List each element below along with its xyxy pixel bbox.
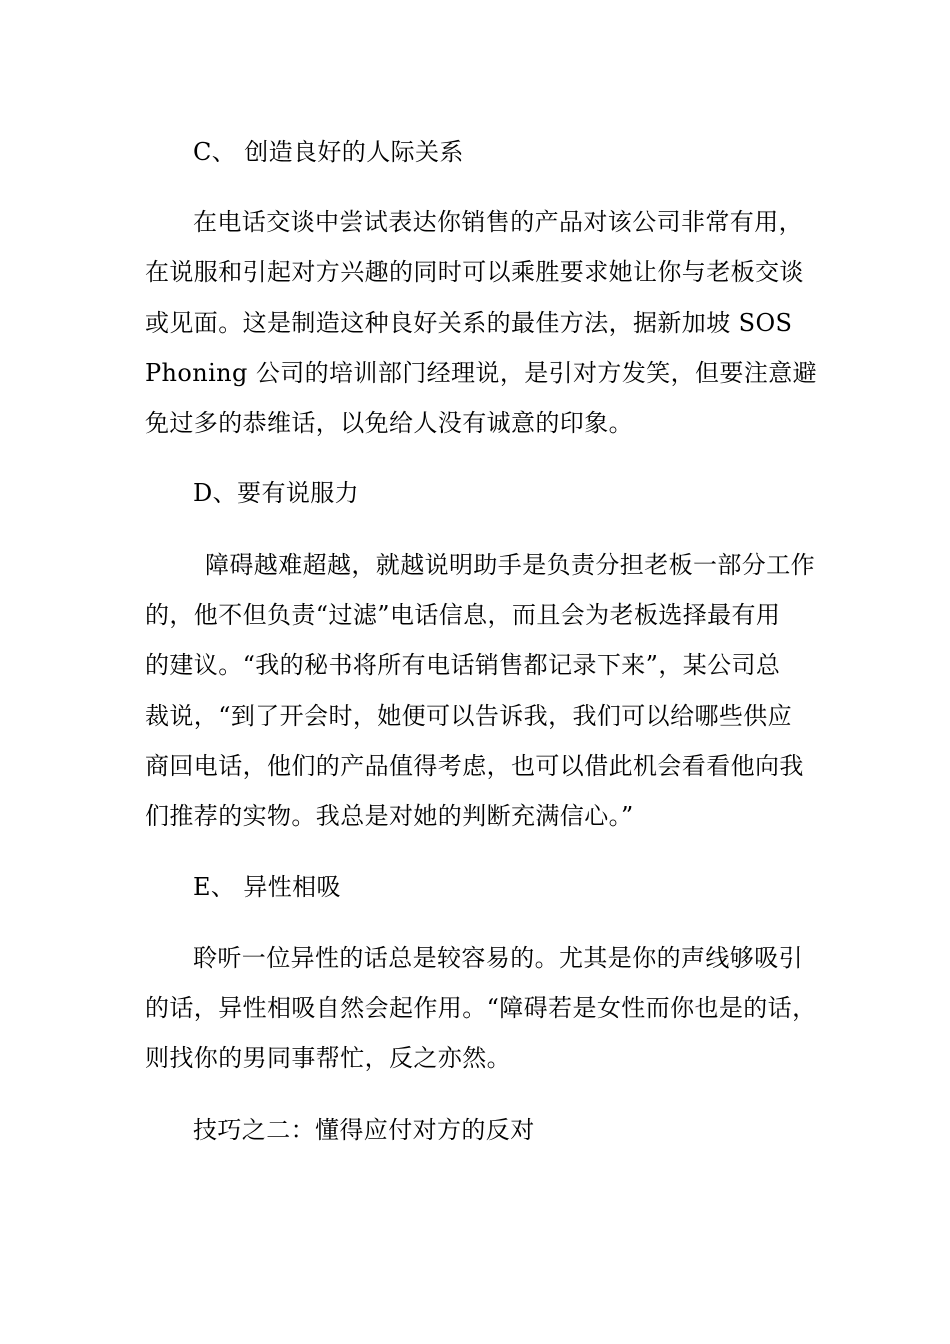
paragraph-line: Phoning 公司的培训部门经理说，是引对方发笑，但要注意避 [145, 359, 818, 387]
paragraph-line: 则找你的男同事帮忙，反之亦然。 [145, 1044, 511, 1072]
paragraph-line: 的，他不但负责“过滤”电话信息，而且会为老板选择最有用 [145, 601, 781, 629]
paragraph-line: 的话，异性相吸自然会起作用。“障碍若是女性而你也是的话， [145, 994, 817, 1022]
paragraph-line: 聆听一位异性的话总是较容易的。尤其是你的声线够吸引 [193, 944, 803, 972]
paragraph-line: 或见面。这是制造这种良好关系的最佳方法，据新加坡 SOS [145, 309, 793, 337]
section-heading-e: E、 异性相吸 [193, 873, 341, 901]
paragraph-line: 们推荐的实物。我总是对她的判断充满信心。” [145, 802, 634, 830]
paragraph-line: 商回电话，他们的产品值得考虑，也可以借此机会看看他向我 [145, 752, 804, 780]
section-heading-c: C、 创造良好的人际关系 [193, 138, 464, 166]
section-heading-d: D、要有说服力 [193, 479, 360, 507]
paragraph-line: 障碍越难超越，就越说明助手是负责分担老板一部分工作 [205, 551, 815, 579]
paragraph-line: 在说服和引起对方兴趣的同时可以乘胜要求她让你与老板交谈 [145, 258, 804, 286]
paragraph-line: 在电话交谈中尝试表达你销售的产品对该公司非常有用， [193, 208, 803, 236]
paragraph-line: 的建议。“我的秘书将所有电话销售都记录下来”，某公司总 [145, 651, 781, 679]
section-heading-skill-2: 技巧之二：懂得应付对方的反对 [193, 1116, 535, 1144]
paragraph-line: 裁说，“到了开会时，她便可以告诉我，我们可以给哪些供应 [145, 702, 793, 730]
paragraph-line: 免过多的恭维话，以免给人没有诚意的印象。 [145, 409, 633, 437]
